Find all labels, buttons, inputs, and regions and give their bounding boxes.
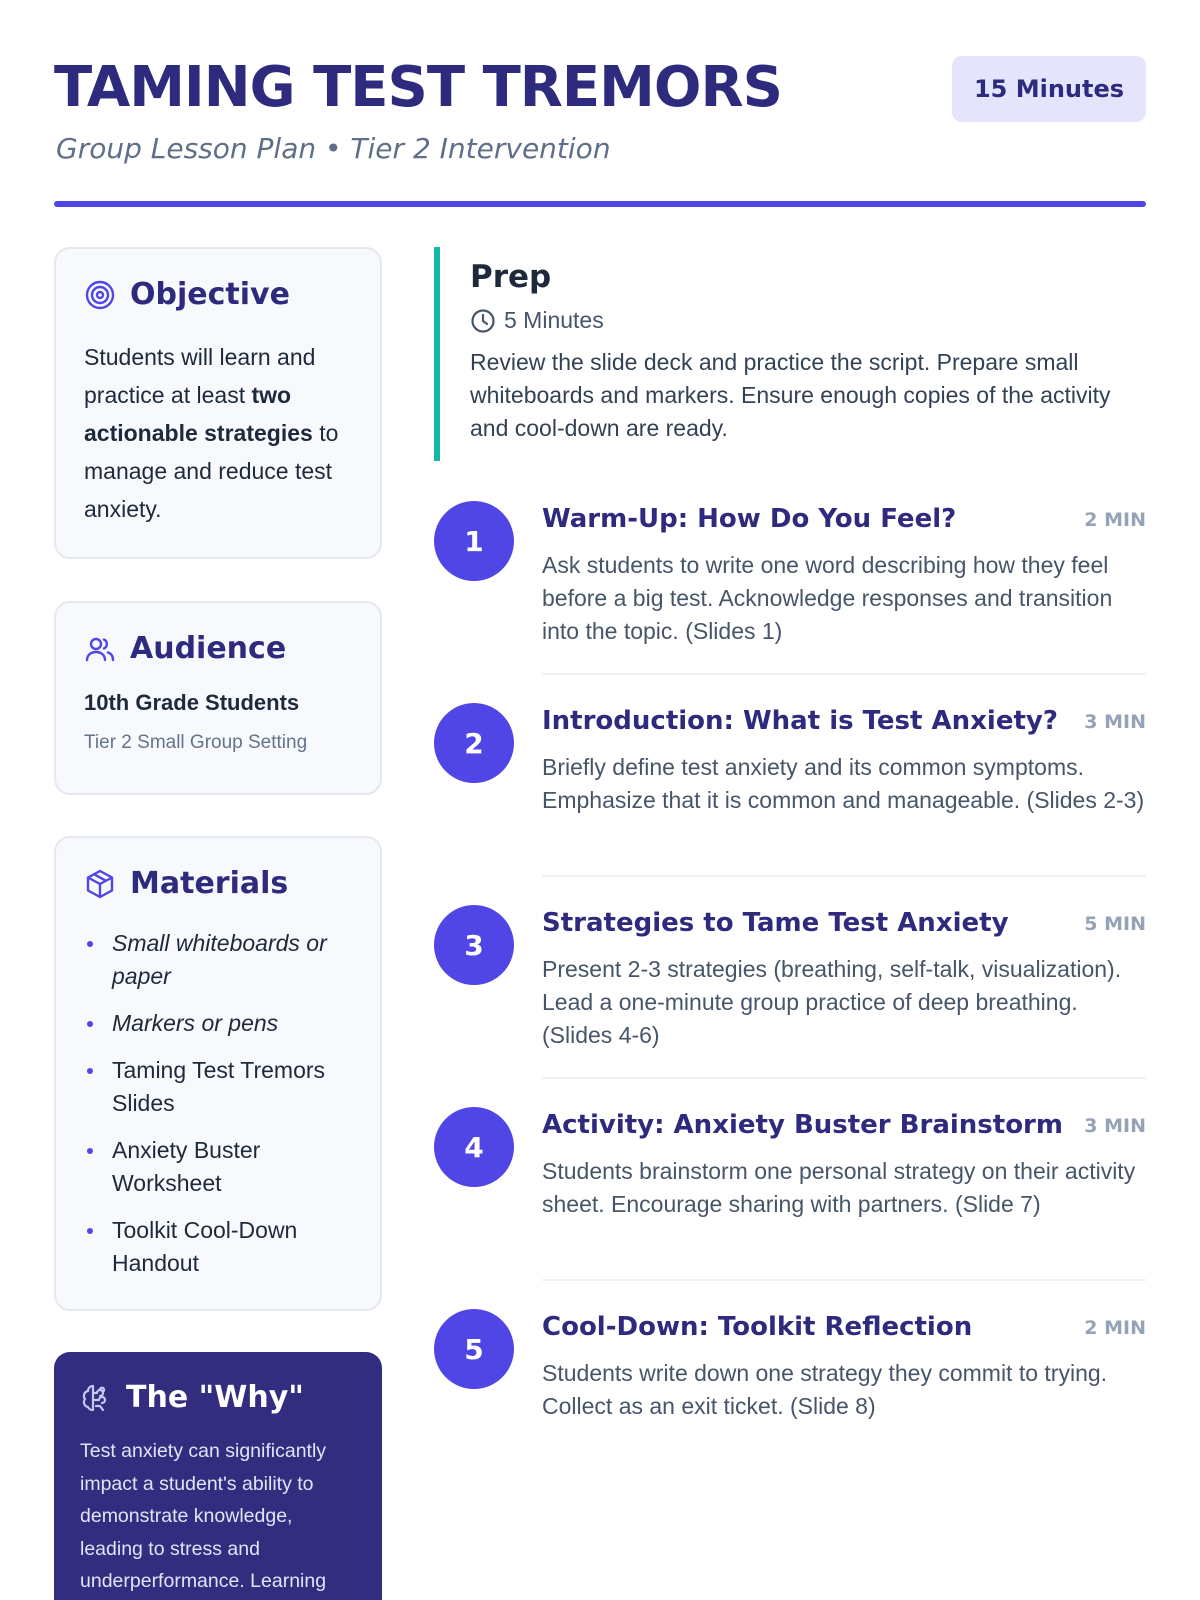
list-item: Toolkit Cool-Down Handout	[84, 1214, 354, 1280]
brain-icon	[80, 1382, 112, 1414]
step-title: Activity: Anxiety Buster Brainstorm	[542, 1110, 1063, 1140]
step-divider	[542, 1077, 1146, 1079]
step-duration: 5 MIN	[1084, 913, 1146, 935]
step-title: Warm-Up: How Do You Feel?	[542, 504, 957, 534]
prep-text: Review the slide deck and practice the script. Prepare small whiteboards and markers. Ensure enough copies of the activity and cool-down are ready.	[470, 349, 1111, 441]
objective-text-start: Students will learn and practice at least	[84, 344, 316, 408]
step-item	[434, 905, 1146, 1048]
step-body	[542, 1309, 1146, 1423]
prep-time-label: 5 Minutes	[504, 307, 604, 333]
materials-title: Materials	[130, 866, 289, 901]
step-title: Cool-Down: Toolkit Reflection	[542, 1312, 973, 1342]
list-item: Anxiety Buster Worksheet	[84, 1134, 354, 1200]
audience-title: Audience	[130, 631, 287, 666]
step-divider	[542, 673, 1146, 675]
materials-card	[54, 836, 382, 1311]
why-text: Test anxiety can significantly impact a student's ability to demonstrate knowledge, leading to stress and underperformance. Learning	[80, 1440, 327, 1592]
step-item	[434, 703, 1146, 843]
prep-title: Prep	[470, 259, 552, 295]
step-number: 2	[434, 703, 514, 783]
materials-header	[84, 866, 354, 901]
step-description: Present 2-3 strategies (breathing, self-talk, visualization). Lead a one-minute group practice of deep breathing. (Slides 4-6)	[542, 956, 1122, 1048]
prep-section	[434, 247, 1146, 461]
prep-time	[470, 307, 1146, 334]
objective-header	[84, 277, 354, 312]
step-number: 3	[434, 905, 514, 985]
step-description: Students brainstorm one personal strategy on their activity sheet. Encourage sharing with partners. (Slide 7)	[542, 1158, 1136, 1217]
objective-text-emphasis: two actionable strategies	[84, 382, 313, 446]
audience-card	[54, 601, 382, 795]
why-header	[80, 1380, 356, 1415]
step-title: Strategies to Tame Test Anxiety	[542, 908, 1009, 938]
step-body	[542, 1107, 1146, 1221]
step-body	[542, 501, 1146, 648]
step-number: 4	[434, 1107, 514, 1187]
list-item: Taming Test Tremors Slides	[84, 1054, 354, 1120]
step-item	[434, 1309, 1146, 1419]
audience-setting: Tier 2 Small Group Setting	[84, 732, 308, 753]
list-item: Small whiteboards or paper	[84, 927, 354, 993]
why-title: The "Why"	[126, 1380, 304, 1415]
objective-text-end: to manage and reduce test anxiety.	[84, 420, 339, 522]
step-body	[542, 905, 1146, 1052]
step-divider	[542, 875, 1146, 877]
step-divider	[542, 1279, 1146, 1281]
target-icon	[84, 279, 116, 311]
page-header	[54, 56, 1146, 206]
objective-text	[84, 338, 354, 528]
step-description: Ask students to write one word describing how they feel before a big test. Acknowledge responses and transition into the topic. (Slides 1)	[542, 552, 1113, 644]
audience-header	[84, 631, 354, 666]
step-item	[434, 501, 1146, 644]
step-duration: 3 MIN	[1084, 1115, 1146, 1137]
step-description: Students write down one strategy they commit to trying. Collect as an exit ticket. (Slide 8)	[542, 1360, 1108, 1419]
step-duration: 3 MIN	[1084, 711, 1146, 733]
step-number: 5	[434, 1309, 514, 1389]
box-icon	[84, 868, 116, 900]
step-duration: 2 MIN	[1084, 1317, 1146, 1339]
duration-badge: 15 Minutes	[952, 56, 1146, 122]
list-item: Markers or pens	[84, 1007, 354, 1040]
step-duration: 2 MIN	[1084, 509, 1146, 531]
step-description: Briefly define test anxiety and its common symptoms. Emphasize that it is common and manageable. (Slides 2-3)	[542, 754, 1145, 813]
clock-icon	[470, 308, 496, 334]
objective-card	[54, 247, 382, 559]
header-divider	[54, 201, 1146, 207]
audience-grade: 10th Grade Students	[84, 690, 300, 715]
page-subtitle: Group Lesson Plan • Tier 2 Intervention	[56, 132, 611, 165]
materials-list	[84, 927, 354, 1280]
step-body	[542, 703, 1146, 817]
objective-title: Objective	[130, 277, 290, 312]
page-title: TAMING TEST TREMORS	[54, 55, 782, 120]
step-title: Introduction: What is Test Anxiety?	[542, 706, 1058, 736]
why-card	[54, 1352, 382, 1600]
step-item	[434, 1107, 1146, 1247]
step-number: 1	[434, 501, 514, 581]
users-icon	[84, 633, 116, 665]
